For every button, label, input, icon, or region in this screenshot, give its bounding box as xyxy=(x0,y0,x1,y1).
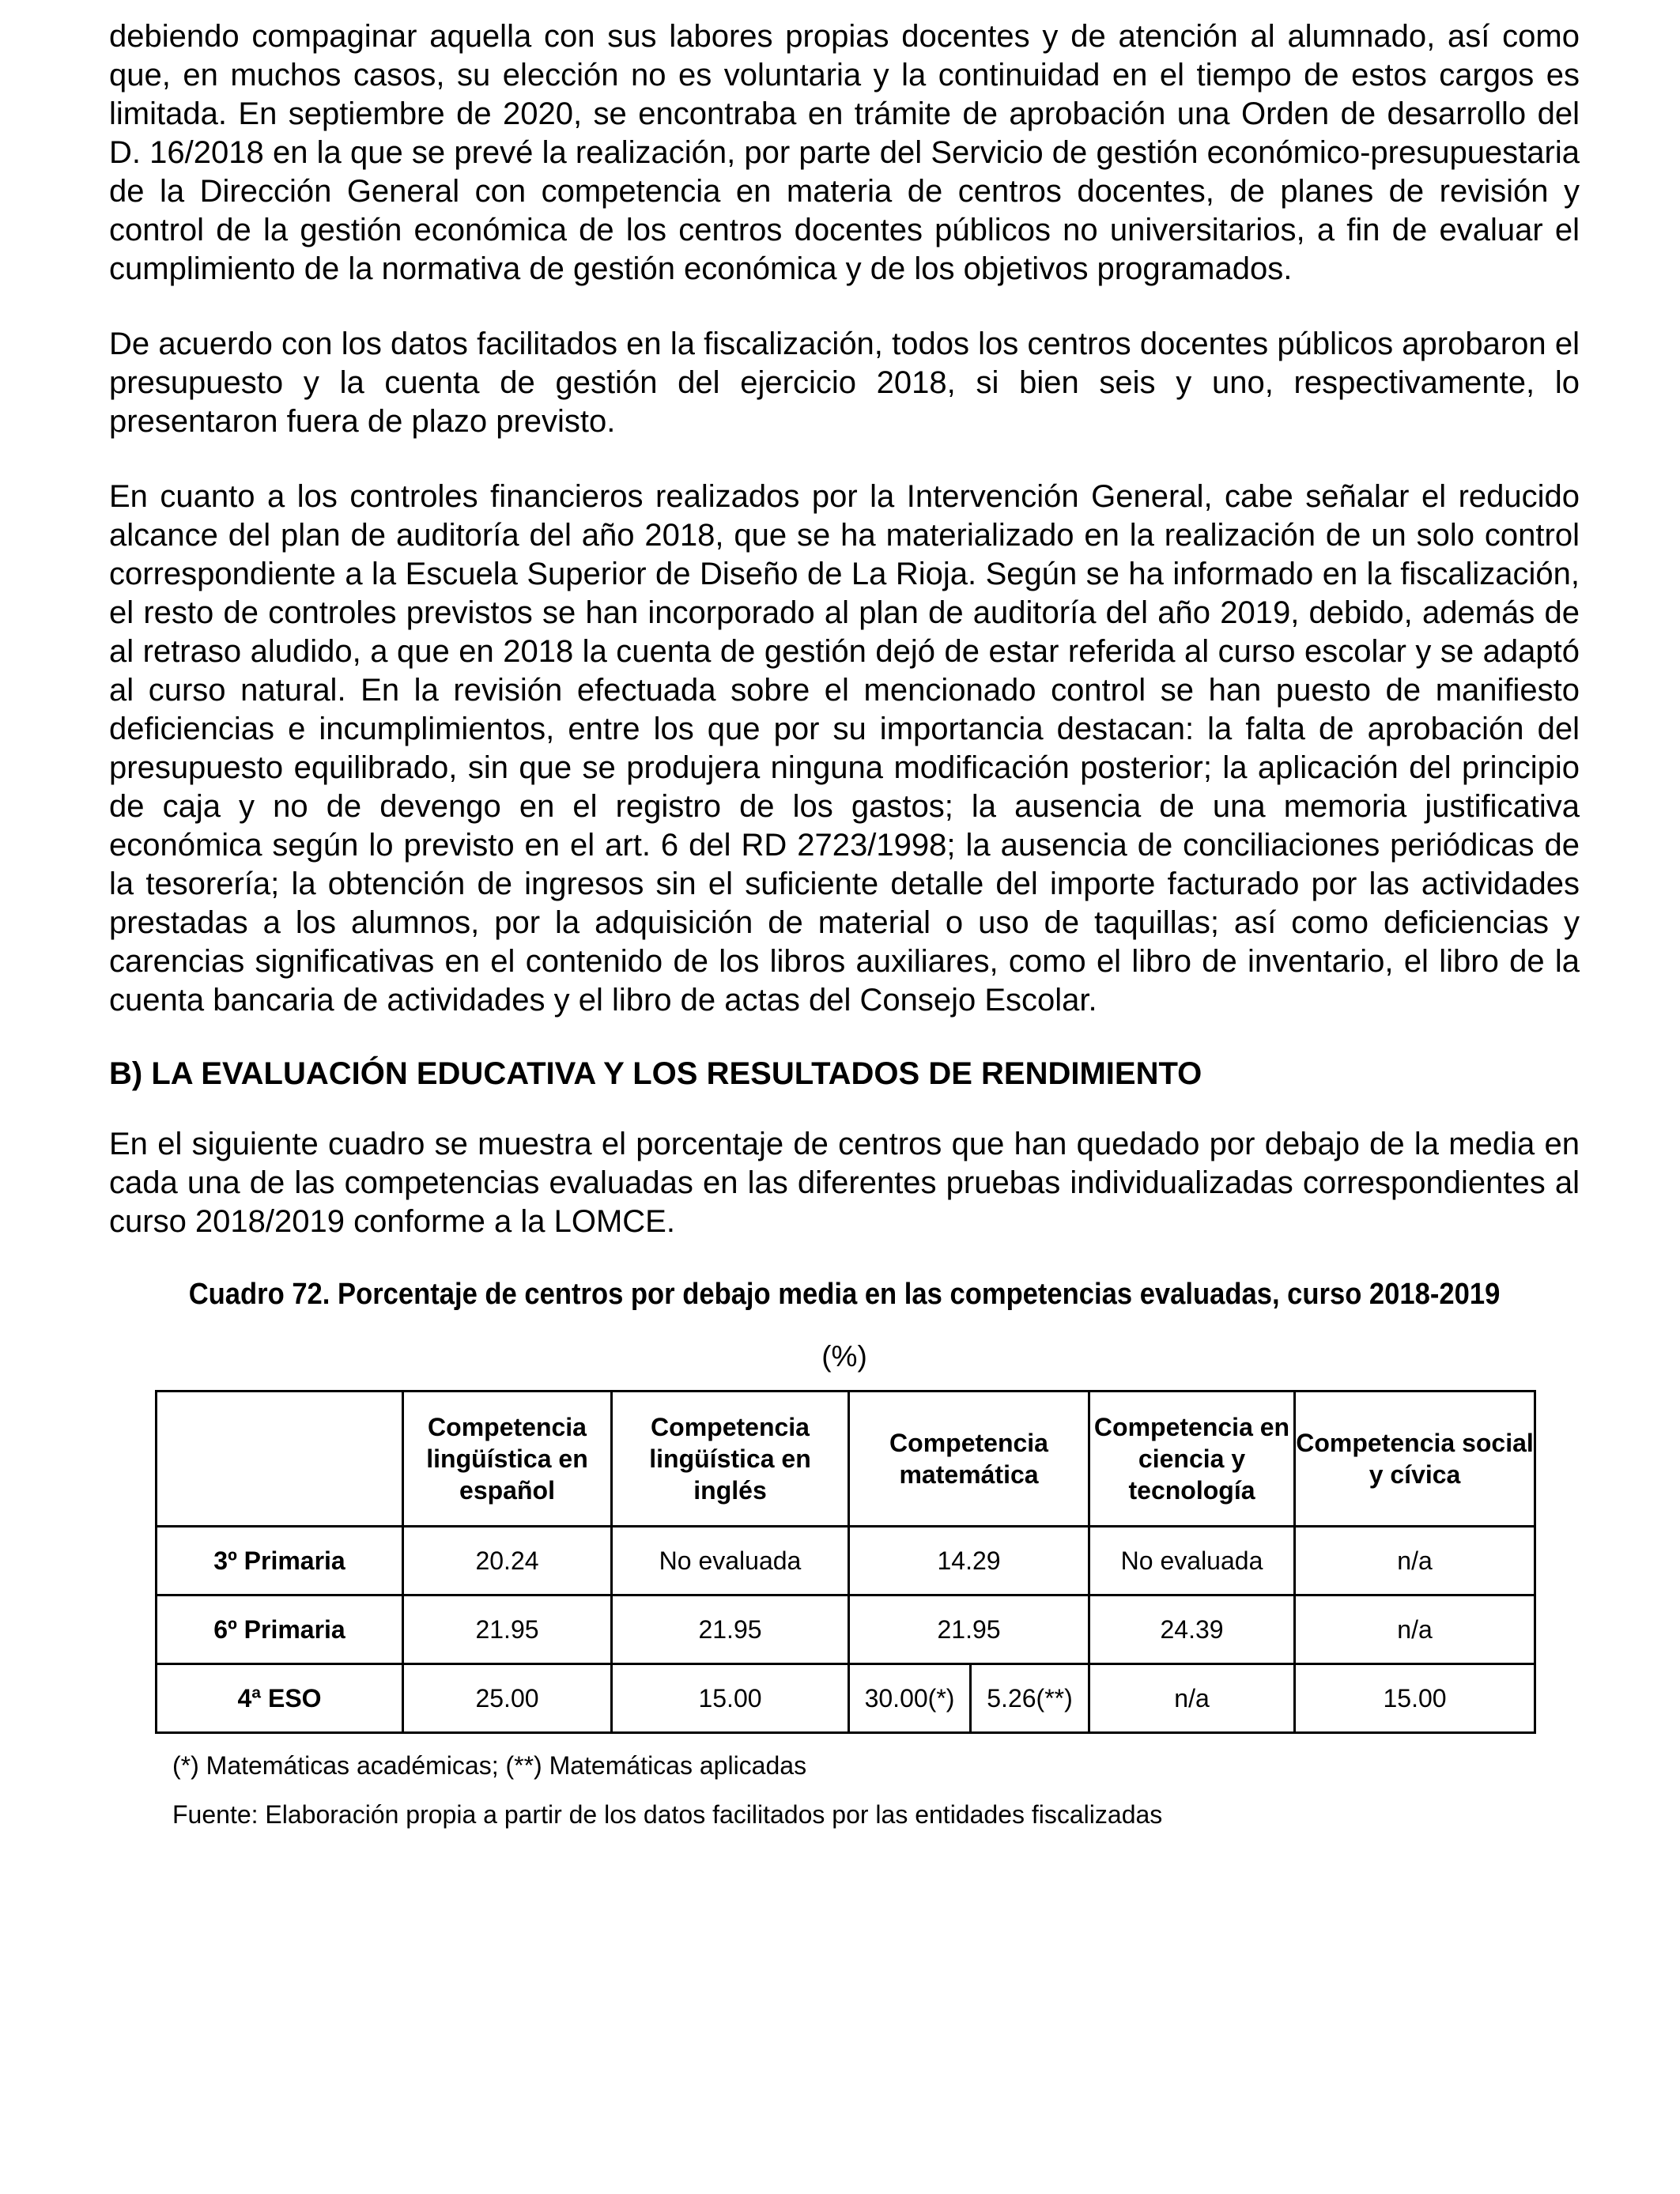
competencias-table xyxy=(155,1390,1536,1734)
cell-matematica-aplicadas: 5.26(**) xyxy=(971,1664,1089,1733)
section-heading: B) LA EVALUACIÓN EDUCATIVA Y LOS RESULTADOS DE RENDIMIENTO xyxy=(109,1056,1202,1091)
header-ciencia-tecnologia: Competencia en ciencia y tecnología xyxy=(1089,1392,1295,1527)
table-row xyxy=(157,1595,1535,1664)
cell-matematica-academicas: 30.00(*) xyxy=(849,1664,971,1733)
intro-paragraph: En el siguiente cuadro se muestra el porcentaje de centros que han quedado por debajo de la media en cada una de las competencias evaluadas en las diferentes pruebas individualizadas correspondientes al curso 2018/2019 conforme a la LOMCE. xyxy=(109,1127,1580,1239)
table-footnote: (*) Matemáticas académicas; (**) Matemáticas aplicadas xyxy=(172,1751,807,1780)
row-label: 3º Primaria xyxy=(157,1527,403,1595)
cell-matematica: 14.29 xyxy=(849,1527,1089,1595)
cell-espanol: 21.95 xyxy=(403,1595,612,1664)
cell-ciencia: No evaluada xyxy=(1089,1527,1295,1595)
cell-ingles: No evaluada xyxy=(612,1527,849,1595)
table-title: Cuadro 72. Porcentaje de centros por debajo media en las competencias evaluadas, curso 2018-2019 xyxy=(188,1278,1501,1311)
header-empty xyxy=(157,1392,403,1527)
row-label: 6º Primaria xyxy=(157,1595,403,1664)
cell-ciencia: 24.39 xyxy=(1089,1595,1295,1664)
cell-ingles: 15.00 xyxy=(612,1664,849,1733)
cell-espanol: 25.00 xyxy=(403,1664,612,1733)
header-linguistica-espanol: Competencia lingüística en español xyxy=(403,1392,612,1527)
paragraph-1: debiendo compaginar aquella con sus labores propias docentes y de atención al alumnado, así como que, en muchos casos, su elección no es voluntaria y la continuidad en el tiempo de estos cargos es limitada. En septiembre de 2020, se encontraba en trámite de aprobación una Orden de desarrollo del D. 16/2018 en la que se prevé la realización, por parte del Servicio de gestión económico-presupuestaria de la Dirección General con competencia en materia de centros docentes, de planes de revisión y control de la gestión económica de los centros docentes públicos no universitarios, a fin de evaluar el cumplimiento de la normativa de gestión económica y de los objetivos programados. xyxy=(109,19,1580,286)
cell-ciencia: n/a xyxy=(1089,1664,1295,1733)
cell-social: n/a xyxy=(1295,1527,1535,1595)
table-source: Fuente: Elaboración propia a partir de los datos facilitados por las entidades fiscalizadas xyxy=(172,1800,1163,1829)
table-row xyxy=(157,1664,1535,1733)
table-row xyxy=(157,1527,1535,1595)
table-unit: (%) xyxy=(821,1340,867,1373)
table-header-row xyxy=(157,1392,1535,1527)
header-matematica: Competencia matemática xyxy=(849,1392,1089,1527)
header-social-civica: Competencia social y cívica xyxy=(1295,1392,1535,1527)
header-linguistica-ingles: Competencia lingüística en inglés xyxy=(612,1392,849,1527)
paragraph-3: En cuanto a los controles financieros realizados por la Intervención General, cabe señalar el reducido alcance del plan de auditoría del año 2018, que se ha materializado en la realización de un solo control correspondiente a la Escuela Superior de Diseño de La Rioja. Según se ha informado en la fiscalización, el resto de controles previstos se han incorporado al plan de auditoría del año 2019, debido, además de al retraso aludido, a que en 2018 la cuenta de gestión dejó de estar referida al curso escolar y se adaptó al curso natural. En la revisión efectuada sobre el mencionado control se han puesto de manifiesto deficiencias e incumplimientos, entre los que por su importancia destacan: la falta de aprobación del presupuesto equilibrado, sin que se produjera ninguna modificación posterior; la aplicación del principio de caja y no de devengo en el registro de los gastos; la ausencia de una memoria justificativa económica según lo previsto en el art. 6 del RD 2723/1998; la ausencia de conciliaciones periódicas de la tesorería; la obtención de ingresos sin el suficiente detalle del importe facturado por las actividades prestadas a los alumnos, por la adquisición de material o uso de taquillas; así como deficiencias y carencias significativas en el contenido de los libros auxiliares, como el libro de inventario, el libro de la cuenta bancaria de actividades y el libro de actas del Consejo Escolar. xyxy=(109,479,1580,1018)
cell-ingles: 21.95 xyxy=(612,1595,849,1664)
cell-espanol: 20.24 xyxy=(403,1527,612,1595)
cell-social: 15.00 xyxy=(1295,1664,1535,1733)
paragraph-2: De acuerdo con los datos facilitados en la fiscalización, todos los centros docentes públicos aprobaron el presupuesto y la cuenta de gestión del ejercicio 2018, si bien seis y uno, respectivamente, lo presentaron fuera de plazo previsto. xyxy=(109,327,1580,439)
cell-matematica: 21.95 xyxy=(849,1595,1089,1664)
row-label: 4ª ESO xyxy=(157,1664,403,1733)
document-page xyxy=(109,17,1580,1830)
cell-social: n/a xyxy=(1295,1595,1535,1664)
